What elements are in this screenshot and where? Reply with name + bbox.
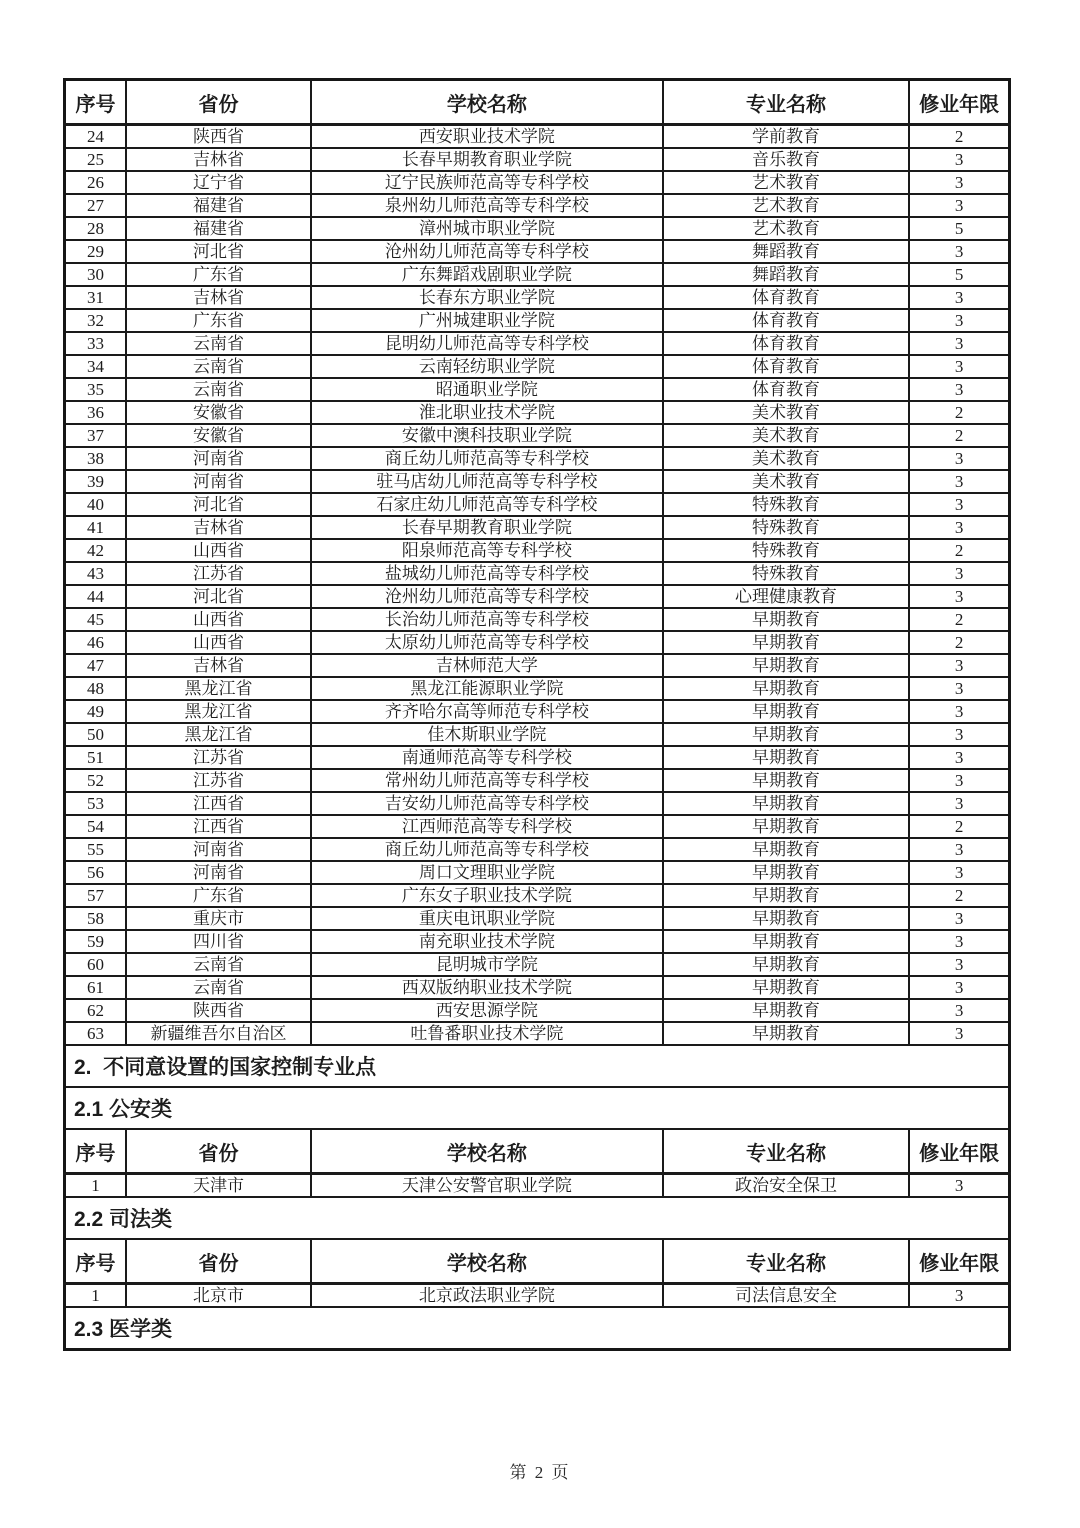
table-cell: 34 — [65, 355, 126, 378]
table-cell: 西双版纳职业技术学院 — [311, 976, 663, 999]
table-cell: 陕西省 — [126, 999, 311, 1022]
table-cell: 美术教育 — [663, 401, 910, 424]
table-cell: 早期教育 — [663, 677, 910, 700]
table-cell: 昆明幼儿师范高等专科学校 — [311, 332, 663, 355]
table-cell: 太原幼儿师范高等专科学校 — [311, 631, 663, 654]
table-cell: 早期教育 — [663, 999, 910, 1022]
table-cell: 2 — [909, 884, 1009, 907]
table-row — [65, 171, 1010, 194]
table-cell: 2 — [909, 815, 1009, 838]
table-cell: 体育教育 — [663, 309, 910, 332]
table-cell: 艺术教育 — [663, 217, 910, 240]
table-cell: 云南省 — [126, 976, 311, 999]
table-cell: 早期教育 — [663, 815, 910, 838]
table-cell: 陕西省 — [126, 125, 311, 149]
table-cell: 早期教育 — [663, 723, 910, 746]
table-cell: 广东省 — [126, 263, 311, 286]
table-row — [65, 194, 1010, 217]
table-row — [65, 792, 1010, 815]
table-cell: 3 — [909, 447, 1009, 470]
table-cell: 云南省 — [126, 332, 311, 355]
subsection-title: 2.2 司法类 — [65, 1197, 1010, 1239]
table-cell: 3 — [909, 723, 1009, 746]
table-cell: 江西省 — [126, 815, 311, 838]
table-cell: 58 — [65, 907, 126, 930]
table-cell: 福建省 — [126, 217, 311, 240]
table-row — [65, 769, 1010, 792]
table-cell: 体育教育 — [663, 286, 910, 309]
table-cell: 新疆维吾尔自治区 — [126, 1022, 311, 1045]
column-header: 序号 — [65, 1129, 126, 1174]
table-cell: 3 — [909, 585, 1009, 608]
table-cell: 49 — [65, 700, 126, 723]
table-row — [65, 355, 1010, 378]
table-cell: 早期教育 — [663, 838, 910, 861]
table-row — [65, 1284, 1010, 1308]
table-cell: 广东女子职业技术学院 — [311, 884, 663, 907]
table-cell: 河南省 — [126, 447, 311, 470]
table-cell: 3 — [909, 792, 1009, 815]
table-cell: 28 — [65, 217, 126, 240]
table-row — [65, 240, 1010, 263]
table-cell: 河北省 — [126, 493, 311, 516]
table-cell: 沧州幼儿师范高等专科学校 — [311, 585, 663, 608]
table-cell: 辽宁省 — [126, 171, 311, 194]
section-title: 2. 不同意设置的国家控制专业点 — [65, 1045, 1010, 1087]
table-cell: 吐鲁番职业技术学院 — [311, 1022, 663, 1045]
table-cell: 37 — [65, 424, 126, 447]
table-cell: 3 — [909, 930, 1009, 953]
table-cell: 学前教育 — [663, 125, 910, 149]
table-cell: 47 — [65, 654, 126, 677]
table-row — [65, 700, 1010, 723]
table-cell: 体育教育 — [663, 355, 910, 378]
table-cell: 昆明城市学院 — [311, 953, 663, 976]
table-cell: 3 — [909, 1022, 1009, 1045]
column-header: 学校名称 — [311, 1239, 663, 1284]
table-cell: 早期教育 — [663, 792, 910, 815]
table-cell: 山西省 — [126, 539, 311, 562]
table-cell: 2 — [909, 631, 1009, 654]
table-cell: 西安职业技术学院 — [311, 125, 663, 149]
section-heading-row — [65, 1045, 1010, 1087]
table-cell: 3 — [909, 654, 1009, 677]
table-cell: 舞蹈教育 — [663, 240, 910, 263]
table-cell: 河南省 — [126, 861, 311, 884]
table-row — [65, 286, 1010, 309]
table-cell: 3 — [909, 332, 1009, 355]
table-cell: 心理健康教育 — [663, 585, 910, 608]
table-row — [65, 263, 1010, 286]
table-cell: 黑龙江能源职业学院 — [311, 677, 663, 700]
table-cell: 美术教育 — [663, 470, 910, 493]
table-cell: 3 — [909, 240, 1009, 263]
column-header: 修业年限 — [909, 1239, 1009, 1284]
table-cell: 福建省 — [126, 194, 311, 217]
table-cell: 3 — [909, 838, 1009, 861]
table-row — [65, 585, 1010, 608]
table-cell: 5 — [909, 263, 1009, 286]
table-cell: 淮北职业技术学院 — [311, 401, 663, 424]
column-header: 省份 — [126, 80, 311, 125]
table-cell: 黑龙江省 — [126, 677, 311, 700]
table-cell: 48 — [65, 677, 126, 700]
table-cell: 四川省 — [126, 930, 311, 953]
subsection-heading-row — [65, 1087, 1010, 1129]
table-cell: 齐齐哈尔高等师范专科学校 — [311, 700, 663, 723]
column-header: 修业年限 — [909, 80, 1009, 125]
table-cell: 1 — [65, 1174, 126, 1198]
table-cell: 1 — [65, 1284, 126, 1308]
table-cell: 音乐教育 — [663, 148, 910, 171]
table-cell: 广东舞蹈戏剧职业学院 — [311, 263, 663, 286]
table-cell: 56 — [65, 861, 126, 884]
table-cell: 江苏省 — [126, 746, 311, 769]
table-cell: 早期教育 — [663, 700, 910, 723]
table-cell: 艺术教育 — [663, 171, 910, 194]
table-cell: 安徽省 — [126, 401, 311, 424]
table-cell: 40 — [65, 493, 126, 516]
table-cell: 司法信息安全 — [663, 1284, 910, 1308]
table-cell: 3 — [909, 976, 1009, 999]
table-cell: 57 — [65, 884, 126, 907]
table-cell: 3 — [909, 309, 1009, 332]
table-row — [65, 309, 1010, 332]
table-cell: 云南省 — [126, 355, 311, 378]
table-cell: 54 — [65, 815, 126, 838]
table-cell: 25 — [65, 148, 126, 171]
table-cell: 63 — [65, 1022, 126, 1045]
page-number: 第 2 页 — [509, 1463, 571, 1482]
table-cell: 天津市 — [126, 1174, 311, 1198]
table-cell: 35 — [65, 378, 126, 401]
table-row — [65, 1022, 1010, 1045]
table-cell: 32 — [65, 309, 126, 332]
table-cell: 周口文理职业学院 — [311, 861, 663, 884]
column-header: 专业名称 — [663, 1239, 910, 1284]
table-cell: 昭通职业学院 — [311, 378, 663, 401]
table-row — [65, 723, 1010, 746]
table-cell: 盐城幼儿师范高等专科学校 — [311, 562, 663, 585]
table-cell: 43 — [65, 562, 126, 585]
table-cell: 广东省 — [126, 309, 311, 332]
table-row — [65, 631, 1010, 654]
table-cell: 早期教育 — [663, 631, 910, 654]
table-cell: 西安思源学院 — [311, 999, 663, 1022]
table-cell: 3 — [909, 769, 1009, 792]
table-row — [65, 217, 1010, 240]
table-cell: 江西师范高等专科学校 — [311, 815, 663, 838]
table-cell: 早期教育 — [663, 884, 910, 907]
table-cell: 吉林省 — [126, 286, 311, 309]
table-cell: 45 — [65, 608, 126, 631]
table-cell: 3 — [909, 746, 1009, 769]
table-cell: 3 — [909, 953, 1009, 976]
table-row — [65, 447, 1010, 470]
table-cell: 泉州幼儿师范高等专科学校 — [311, 194, 663, 217]
table-cell: 江苏省 — [126, 562, 311, 585]
table-header-row — [65, 1239, 1010, 1284]
column-header: 序号 — [65, 1239, 126, 1284]
table-cell: 3 — [909, 700, 1009, 723]
table-cell: 3 — [909, 470, 1009, 493]
table-cell: 吉林省 — [126, 654, 311, 677]
table-row — [65, 861, 1010, 884]
table-cell: 3 — [909, 562, 1009, 585]
table-cell: 27 — [65, 194, 126, 217]
table-cell: 3 — [909, 355, 1009, 378]
table-cell: 广州城建职业学院 — [311, 309, 663, 332]
table-cell: 早期教育 — [663, 953, 910, 976]
table-cell: 36 — [65, 401, 126, 424]
subsection-heading-row — [65, 1197, 1010, 1239]
table-cell: 3 — [909, 148, 1009, 171]
table-cell: 46 — [65, 631, 126, 654]
table-cell: 3 — [909, 677, 1009, 700]
table-cell: 早期教育 — [663, 608, 910, 631]
table-cell: 41 — [65, 516, 126, 539]
table-cell: 2 — [909, 608, 1009, 631]
table-cell: 河北省 — [126, 585, 311, 608]
table-row — [65, 953, 1010, 976]
table-cell: 河南省 — [126, 470, 311, 493]
table-cell: 30 — [65, 263, 126, 286]
table-cell: 特殊教育 — [663, 562, 910, 585]
table-cell: 早期教育 — [663, 746, 910, 769]
subsection-heading-row — [65, 1307, 1010, 1350]
table-cell: 42 — [65, 539, 126, 562]
table-cell: 石家庄幼儿师范高等专科学校 — [311, 493, 663, 516]
table-cell: 吉林师范大学 — [311, 654, 663, 677]
table-cell: 3 — [909, 194, 1009, 217]
table-row — [65, 999, 1010, 1022]
table-row — [65, 401, 1010, 424]
table-cell: 体育教育 — [663, 378, 910, 401]
table-cell: 漳州城市职业学院 — [311, 217, 663, 240]
programs-table — [63, 78, 1011, 1351]
table-cell: 3 — [909, 171, 1009, 194]
table-cell: 重庆电讯职业学院 — [311, 907, 663, 930]
table-cell: 早期教育 — [663, 976, 910, 999]
table-cell: 广东省 — [126, 884, 311, 907]
table-row — [65, 493, 1010, 516]
table-cell: 黑龙江省 — [126, 700, 311, 723]
table-cell: 吉林省 — [126, 516, 311, 539]
table-cell: 2 — [909, 125, 1009, 149]
table-cell: 早期教育 — [663, 769, 910, 792]
table-row — [65, 677, 1010, 700]
table-cell: 39 — [65, 470, 126, 493]
column-header: 专业名称 — [663, 1129, 910, 1174]
table-cell: 55 — [65, 838, 126, 861]
table-cell: 安徽省 — [126, 424, 311, 447]
table-cell: 早期教育 — [663, 930, 910, 953]
table-cell: 商丘幼儿师范高等专科学校 — [311, 838, 663, 861]
table-cell: 3 — [909, 516, 1009, 539]
table-cell: 体育教育 — [663, 332, 910, 355]
table-cell: 河南省 — [126, 838, 311, 861]
table-cell: 江西省 — [126, 792, 311, 815]
column-header: 序号 — [65, 80, 126, 125]
table-row — [65, 1174, 1010, 1198]
table-cell: 长治幼儿师范高等专科学校 — [311, 608, 663, 631]
table-cell: 38 — [65, 447, 126, 470]
table-cell: 3 — [909, 999, 1009, 1022]
table-cell: 阳泉师范高等专科学校 — [311, 539, 663, 562]
table-cell: 政治安全保卫 — [663, 1174, 910, 1198]
table-row — [65, 815, 1010, 838]
table-row — [65, 332, 1010, 355]
table-cell: 3 — [909, 1284, 1009, 1308]
table-cell: 北京市 — [126, 1284, 311, 1308]
table-row — [65, 562, 1010, 585]
table-cell: 舞蹈教育 — [663, 263, 910, 286]
table-cell: 52 — [65, 769, 126, 792]
table-cell: 驻马店幼儿师范高等专科学校 — [311, 470, 663, 493]
table-cell: 早期教育 — [663, 1022, 910, 1045]
table-cell: 51 — [65, 746, 126, 769]
column-header: 学校名称 — [311, 1129, 663, 1174]
table-cell: 重庆市 — [126, 907, 311, 930]
table-cell: 24 — [65, 125, 126, 149]
table-cell: 29 — [65, 240, 126, 263]
table-cell: 26 — [65, 171, 126, 194]
table-cell: 辽宁民族师范高等专科学校 — [311, 171, 663, 194]
table-row — [65, 976, 1010, 999]
table-cell: 5 — [909, 217, 1009, 240]
table-cell: 云南轻纺职业学院 — [311, 355, 663, 378]
table-row — [65, 516, 1010, 539]
table-cell: 特殊教育 — [663, 493, 910, 516]
table-cell: 早期教育 — [663, 907, 910, 930]
table-cell: 44 — [65, 585, 126, 608]
table-cell: 59 — [65, 930, 126, 953]
column-header: 专业名称 — [663, 80, 910, 125]
table-cell: 山西省 — [126, 608, 311, 631]
table-cell: 艺术教育 — [663, 194, 910, 217]
subsection-title: 2.3 医学类 — [65, 1307, 1010, 1350]
table-row — [65, 930, 1010, 953]
table-cell: 2 — [909, 424, 1009, 447]
table-cell: 美术教育 — [663, 447, 910, 470]
table-cell: 黑龙江省 — [126, 723, 311, 746]
table-cell: 云南省 — [126, 378, 311, 401]
table-cell: 河北省 — [126, 240, 311, 263]
table-row — [65, 148, 1010, 171]
table-cell: 佳木斯职业学院 — [311, 723, 663, 746]
table-cell: 长春早期教育职业学院 — [311, 148, 663, 171]
table-cell: 61 — [65, 976, 126, 999]
table-cell: 3 — [909, 1174, 1009, 1198]
table-cell: 3 — [909, 861, 1009, 884]
table-cell: 50 — [65, 723, 126, 746]
table-cell: 33 — [65, 332, 126, 355]
table-cell: 3 — [909, 493, 1009, 516]
table-row — [65, 470, 1010, 493]
table-cell: 南充职业技术学院 — [311, 930, 663, 953]
table-cell: 吉林省 — [126, 148, 311, 171]
table-cell: 早期教育 — [663, 654, 910, 677]
table-cell: 常州幼儿师范高等专科学校 — [311, 769, 663, 792]
table-cell: 云南省 — [126, 953, 311, 976]
table-cell: 31 — [65, 286, 126, 309]
table-cell: 南通师范高等专科学校 — [311, 746, 663, 769]
table-cell: 北京政法职业学院 — [311, 1284, 663, 1308]
table-cell: 60 — [65, 953, 126, 976]
table-cell: 安徽中澳科技职业学院 — [311, 424, 663, 447]
table-row — [65, 125, 1010, 149]
table-header-row — [65, 1129, 1010, 1174]
column-header: 学校名称 — [311, 80, 663, 125]
table-cell: 长春东方职业学院 — [311, 286, 663, 309]
table-row — [65, 838, 1010, 861]
table-cell: 53 — [65, 792, 126, 815]
table-cell: 美术教育 — [663, 424, 910, 447]
table-cell: 吉安幼儿师范高等专科学校 — [311, 792, 663, 815]
subsection-title: 2.1 公安类 — [65, 1087, 1010, 1129]
table-row — [65, 654, 1010, 677]
table-cell: 商丘幼儿师范高等专科学校 — [311, 447, 663, 470]
table-cell: 江苏省 — [126, 769, 311, 792]
table-row — [65, 424, 1010, 447]
table-cell: 早期教育 — [663, 861, 910, 884]
column-header: 省份 — [126, 1239, 311, 1284]
table-header-row — [65, 80, 1010, 125]
table-cell: 3 — [909, 286, 1009, 309]
table-cell: 3 — [909, 378, 1009, 401]
table-cell: 长春早期教育职业学院 — [311, 516, 663, 539]
table-row — [65, 884, 1010, 907]
table-cell: 特殊教育 — [663, 516, 910, 539]
table-cell: 3 — [909, 907, 1009, 930]
column-header: 省份 — [126, 1129, 311, 1174]
table-cell: 2 — [909, 401, 1009, 424]
table-row — [65, 378, 1010, 401]
table-row — [65, 608, 1010, 631]
table-cell: 山西省 — [126, 631, 311, 654]
table-row — [65, 539, 1010, 562]
table-row — [65, 746, 1010, 769]
table-cell: 沧州幼儿师范高等专科学校 — [311, 240, 663, 263]
table-row — [65, 907, 1010, 930]
table-cell: 62 — [65, 999, 126, 1022]
table-cell: 2 — [909, 539, 1009, 562]
table-cell: 特殊教育 — [663, 539, 910, 562]
table-cell: 天津公安警官职业学院 — [311, 1174, 663, 1198]
column-header: 修业年限 — [909, 1129, 1009, 1174]
